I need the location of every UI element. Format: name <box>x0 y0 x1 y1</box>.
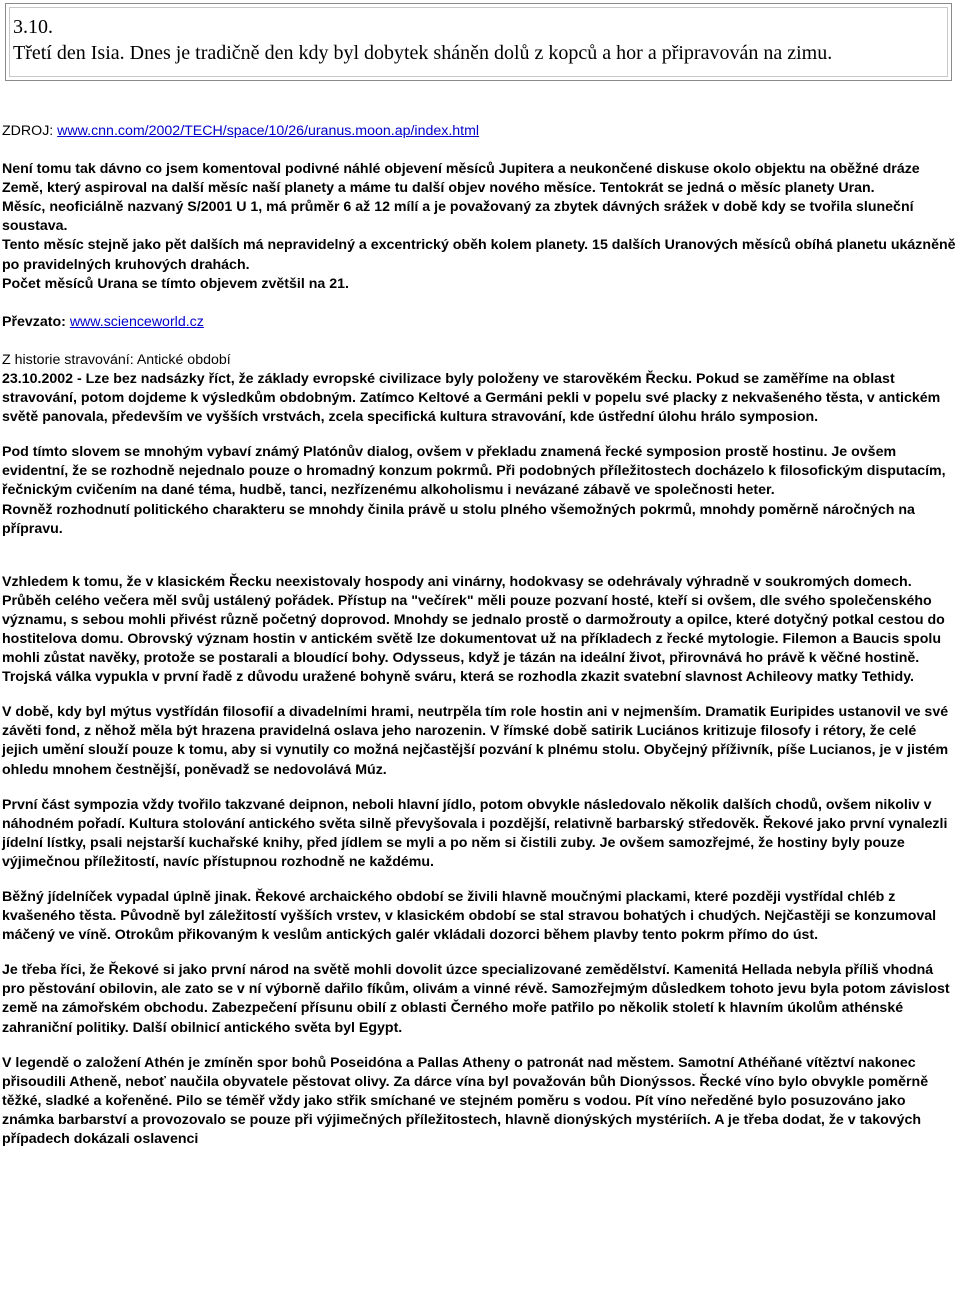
header-date: 3.10. <box>13 16 53 38</box>
source-line <box>2 122 956 141</box>
history-paragraph-7: Je třeba říci, že Řekové si jako první národ na světě mohli dovolit úzce specializované zemědělství. Kamenitá Hellada nebyla příliš vhodná pro pěstování obilovin, ale zato se v ní výborně dařilo fíkům, olivám a vinné révě. Samozřejmým důsledkem tohoto jevu byla potom závislost země na zámořském obchodu. Zabezpečení přísunu obilí z oblasti Černého moře patřilo po několik století k hlavním úkolům athénské zahraniční politiky. Další obilnicí antického světa byl Egypt. <box>2 962 950 1036</box>
spacer <box>2 687 956 703</box>
article-heading: Z historie stravování: Antické období <box>2 351 231 368</box>
spacer <box>2 427 956 443</box>
taken-from-line <box>2 313 956 332</box>
header-box <box>5 3 952 81</box>
spacer <box>2 1038 956 1054</box>
spacer <box>2 141 956 160</box>
history-paragraph-8: V legendě o založení Athén je zmíněn spor bohů Poseidóna a Pallas Atheny o patronát nad městem. Samotní Athéňané vítěztví nakonec přisoudili Atheně, neboť naučila obyvatele pěstovat olivy. Za dárce vína byl považován bůh Dionýssos. Řecké víno bylo obvykle poměrně těžké, sladké a kořeněné. Pilo se téměř vždy jako střik smíchané ve stejném poměru s vodou. Pít víno neředěné bylo posuzováno jako známka barbarství a provozovalo se pouze při výjimečných příležitostech, hlavně dionýských mystériích. A je třeba dodat, že v takových případech dokázali oslavenci <box>2 1054 929 1148</box>
spacer <box>2 945 956 961</box>
history-paragraph-5: První část sympozia vždy tvořilo takzvané deipnon, neboli hlavní jídlo, potom obvykle následovalo několik dalších chodů, ovšem nikoliv v náhodném pořadí. Kultura stolování antického světa silně převyšovala i pozdější, relativně barbarský středověk. Řekové jako první vynalezli jídelní lístky, psali nejstarší kuchařské knihy, před jídlem se myli a po něm si čistili zuby. Je ovšem samozřejmé, že hostiny byly pouze výjimečnou příležitostí, navíc přístupnou rozhodně ne každému. <box>2 796 948 870</box>
history-paragraph-1: 23.10.2002 - Lze bez nadsázky říct, že základy evropské civilizace byly položeny ve starověkém Řecku. Pokud se zaměříme na oblast stravování, potom dojdeme k výsledkům obdobným. Zatímco Keltové a Germáni pekli v popelu své placky z nekvašeného těsta, v antickém světě panovala, především ve vyšších vrstvách, zcela specifická kultura stravování, kde ústřední úlohu hrálo symposion. <box>2 370 941 426</box>
history-paragraph-6: Běžný jídelníček vypadal úplně jinak. Řekové archaického období se živili hlavně moučnými plackami, které později vystřídal chléb z kvašeného těsta. Původně byl záležitostí vyšších vrstev, v klasickém období se stal stravou bohatých i chudých. Nejčastěji se konzumoval máčený ve víně. Otrokům přikovaným k veslům antických galér vkládali dozorci během plavby tento pokrm přímo do úst. <box>2 889 937 944</box>
history-paragraph-2a: Pod tímto slovem se mnohým vybaví známý Platónův dialog, ovšem v překladu znamená řecké symposion prostě hostinu. Je ovšem evidentní, že se rozhodně nejednalo pouze o hromadný konzum pokrmů. Při podobných příležitostech docházelo k filosofickým disputacím, řečnickým cvičením na dané téma, hudbě, tanci, nezřízenému alkoholismu i nevázané zábavě ve společnosti heter. <box>2 444 946 499</box>
spacer <box>2 780 956 796</box>
uranus-paragraph-1: Není tomu tak dávno co jsem komentoval podivné náhlé objevení měsíců Jupitera a neukončené diskuse okolo objektu na oběžné dráze Země, který aspiroval na další měsíc naší planety a máme tu další objev nového měsíce. Tentokrát se jedná o měsíc planety Uran. <box>2 161 920 197</box>
header-inner <box>9 7 948 77</box>
uranus-paragraph-2: Měsíc, neoficiálně nazvaný S/2001 U 1, má průměr 6 až 12 mílí a je považovaný za zbytek dávných srážek v době kdy se tvořila sluneční soustava. <box>2 199 914 235</box>
history-paragraph-4: V době, kdy byl mýtus vystřídán filosofií a divadelními hrami, neutrpěla tím role hostin ani v nejmenším. Dramatik Euripides ustanovil ve své závěti fond, z něhož měla být hrazena pravidelná oslava jeho narozenin. V římské době satirik Luciános kritizuje filosofy i rétory, že celé jejich umění slouží pouze k tomu, aby si vynutily co možná nejčastější pozvání k plnému stolu. Obyčejný příživník, píše Lucianos, je v jistém ohledu mnohem čestnější, poněvadž se nedovolává Múz. <box>2 704 949 778</box>
spacer <box>2 294 956 313</box>
history-paragraph-3: Vzhledem k tomu, že v klasickém Řecku neexistovaly hospody ani vinárny, hodokvasy se odehrávaly výhradně v soukromých domech. Průběh celého večera měl svůj ustálený pořádek. Přístup na "večírek" měli pouze pozvaní hosté, kteří si ovšem, dle svého společenského významu, s sebou mohli přivést různě početný doprovod. Mnohdy se jednalo prostě o darmožrouty a opilce, které dotyčný potkal cestou do hostitelova domu. Obrovský význam hostin v antickém světě lze dokumentovat už na příkladech z řecké mytologie. Filemon a Baucis spolu mohli zůstat navěky, protože se postarali a bloudící bohy. Odysseus, když je tázán na ideální život, přirovnává ho právě k věčné hostině. Trojská válka vypukla v první řadě z důvodu uražené bohyně sváru, která se rozhodla zkazit svatební slavnost Achileovy matky Tethidy. <box>2 573 945 686</box>
header-title: Třetí den Isia. Dnes je tradičně den kdy byl dobytek sháněn dolů z kopců a hor a připravován na zimu. <box>13 42 833 64</box>
spacer <box>2 539 956 573</box>
spacer <box>2 872 956 888</box>
uranus-paragraph-3: Tento měsíc stejně jako pět dalších má nepravidelný a excentrický oběh kolem planety. 15 dalších Uranových měsíců obíhá planetu ukázněně po pravidelných kruhových drahách. <box>2 237 956 273</box>
spacer <box>2 332 956 351</box>
source-link[interactable]: www.cnn.com/2002/TECH/space/10/26/uranus.moon.ap/index.html <box>57 123 480 139</box>
source-label: ZDROJ: <box>2 123 58 139</box>
history-paragraph-2b: Rovněž rozhodnutí politického charakteru se mnohdy činila právě u stolu plného všemožných pokrmů, mnohdy poměrně náročných na přípravu. <box>2 501 915 537</box>
taken-from-label: Převzato: <box>2 313 70 330</box>
uranus-paragraph-4: Počet měsíců Urana se tímto objevem zvětšil na 21. <box>2 275 349 292</box>
scienceworld-link[interactable]: www.scienceworld.cz <box>69 313 204 330</box>
article-content <box>2 122 956 1149</box>
